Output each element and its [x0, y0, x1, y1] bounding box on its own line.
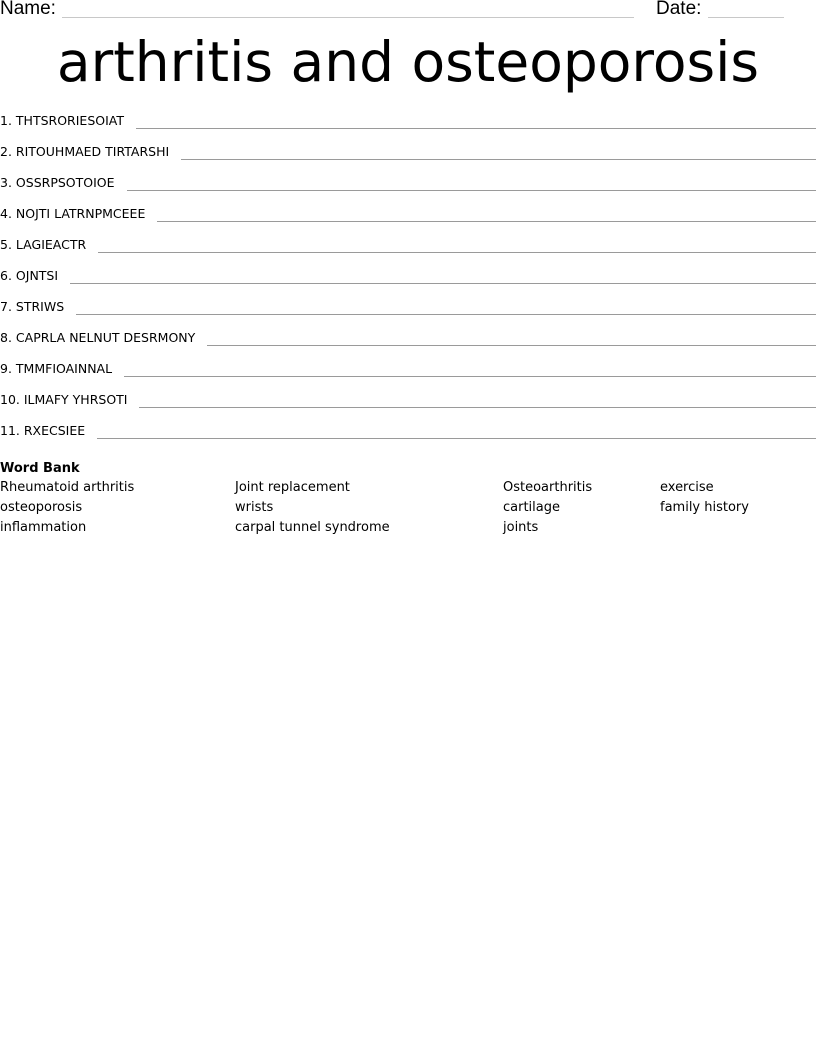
question-row: [0, 174, 816, 205]
question-text: [0, 174, 127, 192]
word-bank-item: osteoporosis: [0, 500, 83, 515]
word-bank-item: Rheumatoid arthritis: [0, 480, 135, 495]
word-bank-item: inflammation: [0, 520, 87, 535]
scrambled-word: ILMAFY YHRSOTI: [23, 392, 128, 407]
word-bank-item: Osteoarthritis: [503, 480, 593, 495]
question-number: 1.: [0, 113, 12, 128]
question-text: [0, 267, 70, 285]
question-row: [0, 422, 816, 453]
word-bank-title: Word Bank: [0, 461, 80, 476]
scrambled-word: THTSRORIESOIAT: [15, 113, 124, 128]
question-text: [0, 360, 124, 378]
answer-line[interactable]: [181, 159, 816, 160]
answer-line[interactable]: [70, 283, 816, 284]
scrambled-word: NOJTI LATRNPMCEEE: [15, 206, 146, 221]
scrambled-word: OJNTSI: [15, 268, 59, 283]
scrambled-word: TMMFIOAINNAL: [15, 361, 113, 376]
question-text: [0, 298, 76, 316]
question-number: 10.: [0, 392, 20, 407]
question-text: [0, 205, 157, 223]
word-bank-grid: [0, 478, 816, 548]
question-number: 6.: [0, 268, 12, 283]
answer-line[interactable]: [136, 128, 816, 129]
question-number: 7.: [0, 299, 12, 314]
name-label: Name:: [0, 0, 56, 19]
question-text: [0, 391, 139, 409]
question-row: [0, 298, 816, 329]
worksheet-header: [0, 0, 816, 22]
scrambled-word: CAPRLA NELNUT DESRMONY: [15, 330, 196, 345]
word-bank-item: exercise: [660, 480, 714, 495]
question-number: 3.: [0, 175, 12, 190]
question-row: [0, 329, 816, 360]
question-text: [0, 143, 181, 161]
question-number: 4.: [0, 206, 12, 221]
question-number: 8.: [0, 330, 12, 345]
word-bank-item: Joint replacement: [235, 480, 350, 495]
scrambled-word: LAGIEACTR: [15, 237, 87, 252]
scrambled-word: STRIWS: [15, 299, 65, 314]
word-bank-item: cartilage: [503, 500, 560, 515]
question-row: [0, 391, 816, 422]
answer-line[interactable]: [97, 438, 816, 439]
name-field-line[interactable]: [62, 17, 634, 18]
scrambled-word: RITOUHMAED TIRTARSHI: [15, 144, 170, 159]
question-text: [0, 422, 97, 440]
word-bank-item: family history: [660, 500, 749, 515]
word-bank: [0, 460, 816, 548]
word-bank-item: joints: [503, 520, 539, 535]
date-field-line[interactable]: [708, 17, 784, 18]
question-list: [0, 112, 816, 453]
question-row: [0, 360, 816, 391]
answer-line[interactable]: [157, 221, 816, 222]
question-number: 11.: [0, 423, 20, 438]
answer-line[interactable]: [127, 190, 816, 191]
question-row: [0, 236, 816, 267]
answer-line[interactable]: [98, 252, 816, 253]
question-text: [0, 329, 207, 347]
question-number: 2.: [0, 144, 12, 159]
question-row: [0, 267, 816, 298]
answer-line[interactable]: [76, 314, 816, 315]
answer-line[interactable]: [139, 407, 816, 408]
question-row: [0, 143, 816, 174]
question-number: 5.: [0, 237, 12, 252]
question-row: [0, 112, 816, 143]
word-bank-item: carpal tunnel syndrome: [235, 520, 390, 535]
answer-line[interactable]: [124, 376, 816, 377]
question-text: [0, 236, 98, 254]
scrambled-word: OSSRPSOTOIOE: [15, 175, 115, 190]
question-number: 9.: [0, 361, 12, 376]
answer-line[interactable]: [207, 345, 816, 346]
question-text: [0, 112, 136, 130]
word-bank-item: wrists: [235, 500, 274, 515]
date-label: Date:: [656, 0, 702, 19]
question-row: [0, 205, 816, 236]
worksheet-title: arthritis and osteoporosis: [56, 30, 760, 94]
scrambled-word: RXECSIEE: [23, 423, 86, 438]
